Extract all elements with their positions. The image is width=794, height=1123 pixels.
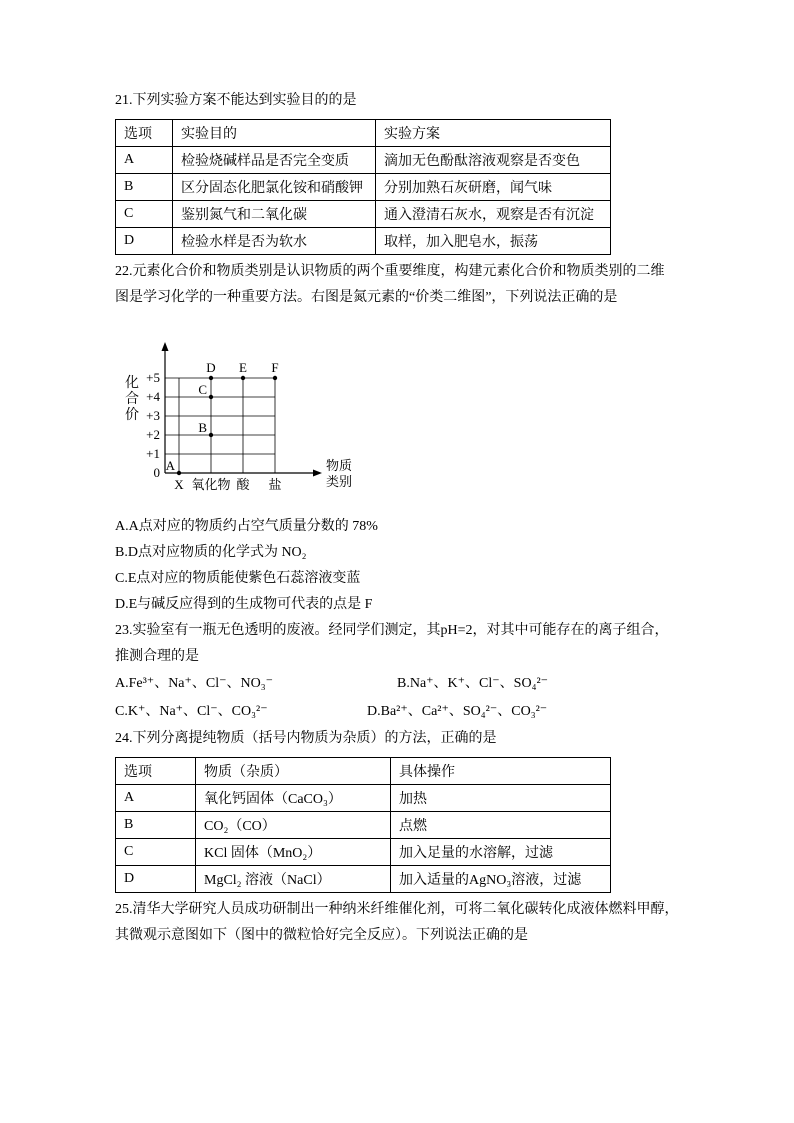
table-row [116,228,611,255]
y-axis-title: 化 [125,376,139,391]
y-axis-arrow [162,342,169,351]
x-axis-title: 类别 [326,474,353,489]
table-cell: 分别加熟石灰研磨，闻气味 [376,174,611,201]
x-category-label: X [174,477,184,492]
q23-option-a: A.Fe³⁺、Na⁺、Cl⁻、NO₃⁻ [115,676,274,691]
q23-stem-line1: 23.实验室有一瓶无色透明的废液。经同学们测定，其pH=2，对其中可能存在的离子组合， [115,623,669,638]
chart-point-label: D [206,360,216,375]
q22-option-c: C.E点对应的物质能使紫色石蕊溶液变蓝 [115,571,361,586]
question-21 [115,88,689,255]
valence-category-chart [115,335,385,500]
table-cell: 加热 [391,785,611,812]
table-cell: 点燃 [391,812,611,839]
y-axis-title: 价 [125,408,139,423]
x-category-label: 盐 [268,477,282,492]
q23-options-row1 [115,670,689,698]
table-cell: 区分固态化肥氯化铵和硝酸钾 [173,174,376,201]
table-cell: A [116,147,173,174]
table-cell: 通入澄清石灰水，观察是否有沉淀 [376,201,611,228]
x-axis-arrow [313,470,322,477]
q25-stem-line1: 25.清华大学研究人员成功研制出一种纳米纤维催化剂，可将二氧化碳转化成液体燃料甲醇， [115,902,679,917]
y-tick-label: +3 [146,408,160,423]
table-row [116,174,611,201]
table-row [116,147,611,174]
table-cell: 检验水样是否为软水 [173,228,376,255]
q23-option-d: D.Ba²⁺、Ca²⁺、SO₄²⁻、CO₃²⁻ [367,704,548,719]
table-cell: D [116,228,173,255]
table-cell: MgCl₂ 溶液（NaCl） [196,866,391,893]
question-25 [115,897,689,949]
table-header-row [116,758,611,785]
table-row [116,201,611,228]
q21-stem: 21.下列实验方案不能达到实验目的的是 [115,93,357,108]
table-cell: D [116,866,196,893]
table-header-row [116,120,611,147]
y-tick-label: +1 [146,446,160,461]
q22-options [115,514,689,618]
q23-stem-line2: 推测合理的是 [115,649,199,664]
table-row [116,839,611,866]
y-tick-label: +4 [146,389,160,404]
table-cell: 加入适量的AgNO₃溶液，过滤 [391,866,611,893]
table-cell: A [116,785,196,812]
q25-stem-line2: 其微观示意图如下（图中的微粒恰好完全反应）。下列说法正确的是 [115,928,528,943]
question-22 [115,259,689,618]
chart-point-f [273,376,277,380]
table-cell: C [116,839,196,866]
table-cell: C [116,201,173,228]
q22-stem-line1: 22.元素化合价和物质类别是认识物质的两个重要维度，构建元素化合价和物质类别的二维 [115,264,665,279]
q23-option-b: B.Na⁺、K⁺、Cl⁻、SO₄²⁻ [397,676,549,691]
y-tick-label: +5 [146,370,160,385]
table-header-cell: 选项 [116,120,173,147]
chart-point-label: F [271,360,279,375]
table-header-cell: 具体操作 [391,758,611,785]
q22-stem-line2: 图是学习化学的一种重要方法。右图是氮元素的“价类二维图”，下列说法正确的是 [115,290,618,305]
q23-options-row2 [115,698,689,726]
y-tick-label: 0 [153,465,160,480]
y-axis-title: 合 [125,392,139,407]
table-header-cell: 选项 [116,758,196,785]
question-24 [115,726,689,893]
q23-option-c: C.K⁺、Na⁺、Cl⁻、CO₃²⁻ [115,704,268,719]
table-header-cell: 实验方案 [376,120,611,147]
q22-option-d: D.E与碱反应得到的生成物可代表的点是 F [115,597,373,612]
q22-option-a: A.A点对应的物质约占空气质量分数的 78% [115,519,378,534]
table-cell: B [116,812,196,839]
table-header-cell: 物质（杂质） [196,758,391,785]
chart-point-a [177,471,181,475]
q22-option-b: B.D点对应物质的化学式为 NO₂ [115,545,307,560]
chart-point-label: A [165,458,175,473]
y-tick-label: +2 [146,427,160,442]
table-cell: 加入足量的水溶解，过滤 [391,839,611,866]
table-row [116,812,611,839]
x-category-label: 氧化物 [191,477,231,492]
table-cell: B [116,174,173,201]
chart-point-b [209,433,213,437]
chart-point-label: C [198,382,207,397]
chart-point-label: B [198,420,207,435]
table-cell: 检验烧碱样品是否完全变质 [173,147,376,174]
question-23 [115,618,689,726]
q24-stem: 24.下列分离提纯物质（括号内物质为杂质）的方法，正确的是 [115,731,497,746]
chart-point-label: E [239,360,247,375]
table-cell: KCl 固体（MnO₂） [196,839,391,866]
table-row [116,785,611,812]
table-header-cell: 实验目的 [173,120,376,147]
x-category-label: 酸 [236,477,250,492]
table-cell: 取样，加入肥皂水，振荡 [376,228,611,255]
chart-point-c [209,395,213,399]
table-row [116,866,611,893]
q24-table [115,757,611,893]
table-cell: 滴加无色酚酞溶液观察是否变色 [376,147,611,174]
chart-point-e [241,376,245,380]
x-axis-title: 物质 [326,458,353,473]
q21-table [115,119,611,255]
table-cell: CO₂（CO） [196,812,391,839]
table-cell: 氧化钙固体（CaCO₃） [196,785,391,812]
table-cell: 鉴别氮气和二氧化碳 [173,201,376,228]
chart-point-d [209,376,213,380]
